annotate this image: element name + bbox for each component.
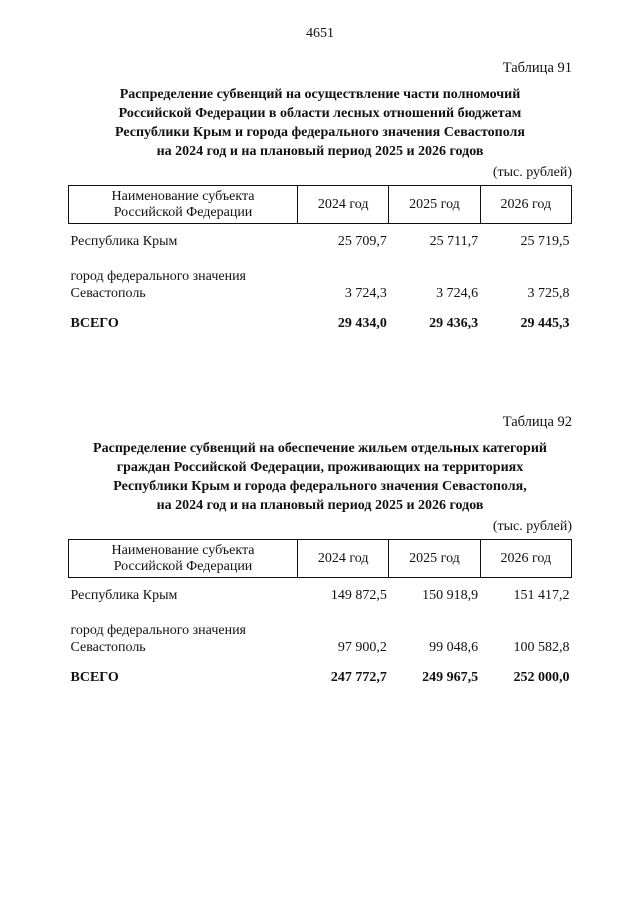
total-label: ВСЕГО (70, 316, 119, 331)
header-name-line: Российской Федерации (113, 558, 253, 574)
title-line: Российской Федерации в области лесных отношений бюджетам (118, 106, 522, 121)
table-title (68, 85, 572, 161)
unit-label: (тыс. рублей) (492, 165, 572, 180)
total-row (69, 658, 572, 686)
header-2026: 2026 год (480, 186, 571, 224)
title-line: Республики Крым и города федерального значения Севастополя (115, 125, 525, 140)
title-line: Распределение субвенций на обеспечение жильем отдельных категорий (93, 441, 547, 456)
value-2026: 151 417,2 (513, 588, 570, 603)
value-2025: 99 048,6 (429, 640, 479, 655)
table-row (69, 224, 572, 251)
header-name (69, 186, 298, 224)
header-2026: 2026 год (480, 540, 571, 578)
page-number: 4651 (306, 26, 334, 41)
table-label: Таблица 92 (502, 414, 572, 430)
total-2024: 247 772,7 (330, 670, 387, 685)
row-name (69, 250, 298, 304)
table-92-section (68, 414, 572, 686)
total-2024: 29 434,0 (337, 316, 387, 331)
table-91-section (68, 60, 572, 332)
title-line: граждан Российской Федерации, проживающих на территориях (116, 460, 524, 475)
header-name (69, 540, 298, 578)
row-name-line: город федерального значения (70, 623, 246, 638)
value-2026: 3 725,8 (527, 286, 570, 301)
row-name-line: Севастополь (70, 286, 146, 301)
total-2025: 249 967,5 (422, 670, 479, 685)
title-line: Республики Крым и города федерального значения Севастополя, (113, 479, 527, 494)
header-row (69, 186, 572, 224)
total-label: ВСЕГО (70, 670, 119, 685)
table-label: Таблица 91 (502, 60, 572, 76)
header-name-line: Российской Федерации (113, 204, 253, 220)
table-title (68, 439, 572, 515)
data-table (68, 539, 572, 686)
header-2025: 2025 год (389, 186, 480, 224)
total-2026: 29 445,3 (520, 316, 570, 331)
value-2026: 25 719,5 (520, 234, 570, 249)
header-2024: 2024 год (298, 186, 389, 224)
total-2026: 252 000,0 (513, 670, 570, 685)
value-2025: 3 724,6 (436, 286, 479, 301)
table-row (69, 250, 572, 304)
row-name-line: город федерального значения (70, 269, 246, 284)
title-line: на 2024 год и на плановый период 2025 и 2026 годов (156, 498, 484, 513)
value-2025: 150 918,9 (422, 588, 479, 603)
value-2024: 97 900,2 (337, 640, 387, 655)
table-row (69, 578, 572, 605)
value-2024: 3 724,3 (344, 286, 387, 301)
row-name-line: Севастополь (70, 640, 146, 655)
header-2025: 2025 год (389, 540, 480, 578)
title-line: на 2024 год и на плановый период 2025 и 2026 годов (156, 144, 484, 159)
data-table (68, 185, 572, 332)
header-row (69, 540, 572, 578)
value-2025: 25 711,7 (429, 234, 479, 249)
row-name (69, 604, 298, 658)
unit-label: (тыс. рублей) (492, 519, 572, 534)
total-2025: 29 436,3 (429, 316, 479, 331)
value-2024: 25 709,7 (337, 234, 387, 249)
row-name: Республика Крым (70, 234, 178, 249)
table-row (69, 604, 572, 658)
value-2026: 100 582,8 (513, 640, 570, 655)
header-2024: 2024 год (298, 540, 389, 578)
header-name-line: Наименование субъекта (111, 188, 255, 204)
title-line: Распределение субвенций на осуществление части полномочий (119, 87, 521, 102)
header-name-line: Наименование субъекта (111, 542, 255, 558)
value-2024: 149 872,5 (330, 588, 387, 603)
total-row (69, 304, 572, 332)
row-name: Республика Крым (70, 588, 178, 603)
